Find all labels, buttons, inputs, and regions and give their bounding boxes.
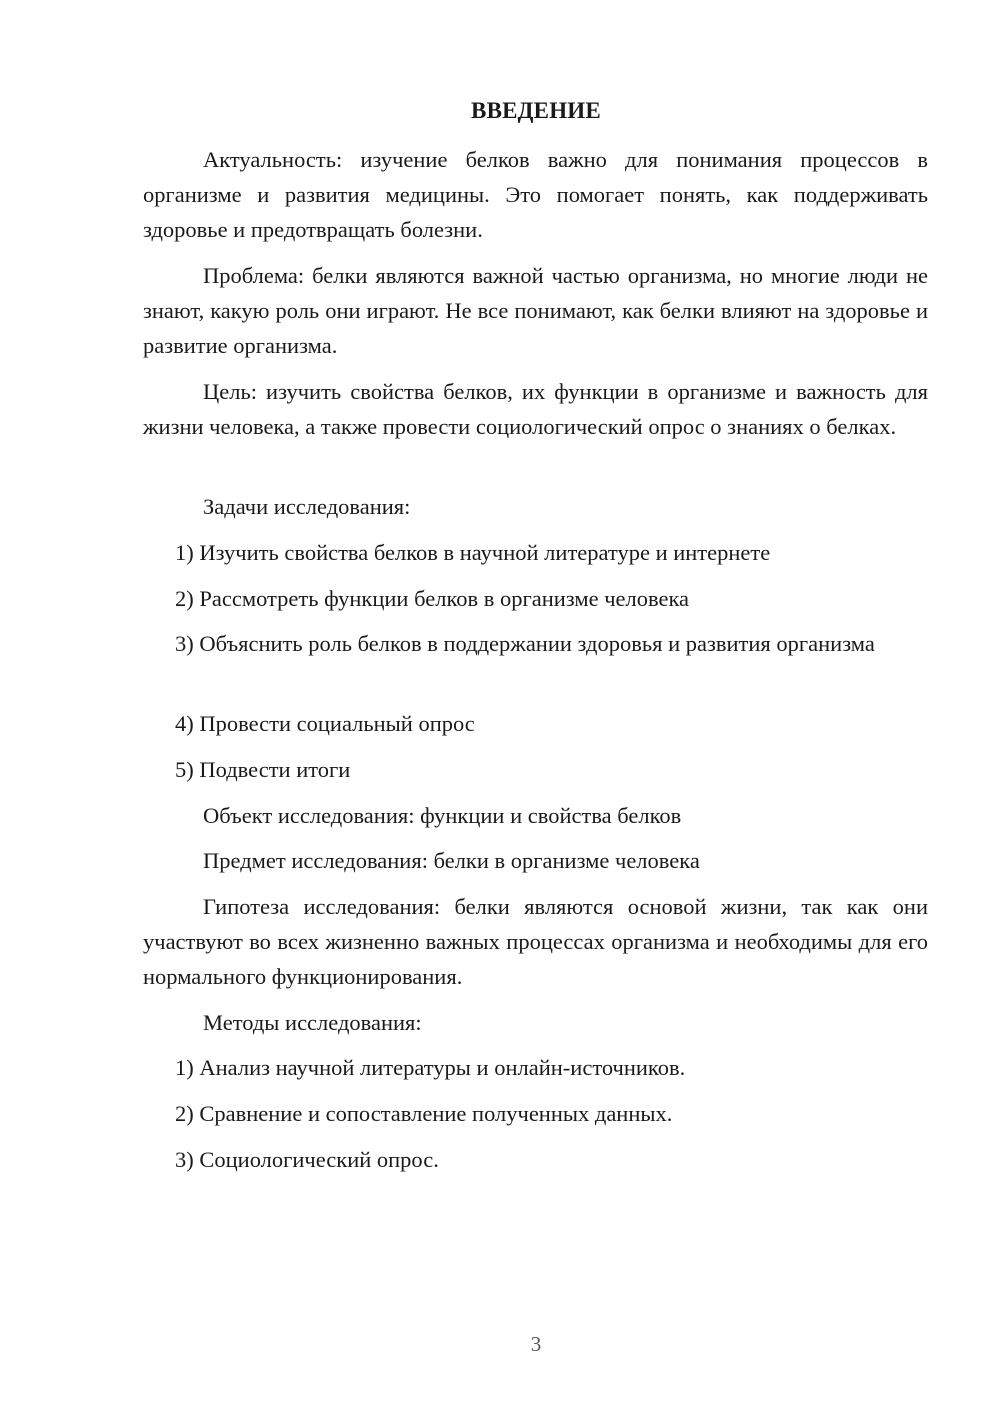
task-item: 4) Провести социальный опрос	[175, 711, 475, 736]
task-item: 5) Подвести итоги	[175, 757, 351, 782]
task-item: 1) Изучить свойства белков в научной литературе и интернете	[175, 540, 771, 565]
methods-heading: Методы исследования:	[203, 1010, 422, 1035]
object-paragraph: Объект исследования: функции и свойства белков	[203, 803, 682, 828]
relevance-paragraph: Актуальность: изучение белков важно для понимания процессов в организме и развития медицины. Это помогает понять, как поддерживать здоровье и предотвращать болезни.	[143, 147, 928, 242]
page-title: ВВЕДЕНИЕ	[471, 98, 601, 123]
goal-paragraph: Цель: изучить свойства белков, их функции в организме и важность для жизни человека, а также провести социологический опрос о знаниях о белках.	[143, 379, 928, 439]
task-item: 3) Объяснить роль белков в поддержании здоровья и развития организма	[175, 631, 875, 656]
page-number: 3	[530, 1332, 542, 1356]
method-item: 1) Анализ научной литературы и онлайн-источников.	[175, 1055, 686, 1080]
tasks-heading: Задачи исследования:	[203, 494, 411, 519]
method-item: 3) Социологический опрос.	[175, 1147, 439, 1172]
task-item: 2) Рассмотреть функции белков в организме человека	[175, 586, 690, 611]
problem-paragraph: Проблема: белки являются важной частью организма, но многие люди не знают, какую роль они играют. Не все понимают, как белки влияют на здоровье и развитие организма.	[143, 263, 928, 358]
method-item: 2) Сравнение и сопоставление полученных данных.	[175, 1101, 673, 1126]
hypothesis-paragraph: Гипотеза исследования: белки являются основой жизни, так как они участвуют во всех жизненно важных процессах организма и необходимы для его нормального функционирования.	[143, 894, 928, 989]
subject-paragraph: Предмет исследования: белки в организме человека	[203, 848, 700, 873]
